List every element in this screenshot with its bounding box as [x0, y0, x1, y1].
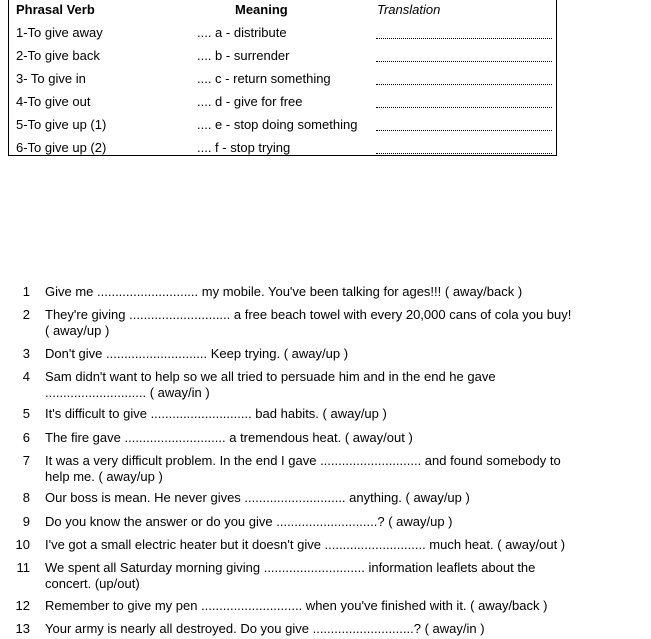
exercise-text: We spent all Saturday morning giving ............................ information leaflets about the concert. (up/out) [45, 560, 536, 591]
exercise-number: 10 [15, 537, 30, 552]
table-row [9, 24, 556, 46]
translation-blank[interactable] [376, 36, 552, 39]
exercise-text: Don't give ............................ Keep trying. ( away/up ) [45, 346, 349, 361]
exercise-number: 1 [22, 284, 30, 299]
exercise-text: Our boss is mean. He never gives ............................ anything. ( away/up ) [45, 490, 470, 505]
exercise-text: Do you know the answer or do you give ............................? ( away/up ) [45, 514, 453, 529]
verb-cell: 5-To give up (1) [16, 117, 107, 132]
table-header [9, 1, 556, 23]
exercise-number: 6 [22, 430, 30, 445]
translation-blank[interactable] [376, 59, 552, 62]
exercise-number: 13 [15, 621, 30, 636]
exercise-text: Remember to give my pen ............................ when you've finished with it. ( away/back ) [45, 598, 548, 613]
verb-cell: 3- To give in [16, 71, 86, 86]
meaning-cell: .... e - stop doing something [197, 117, 358, 132]
translation-blank[interactable] [376, 128, 552, 131]
verb-cell: 1-To give away [16, 25, 103, 40]
translation-blank[interactable] [376, 105, 552, 108]
exercise-text: I've got a small electric heater but it doesn't give ............................ much heat. ( away/out ) [45, 537, 566, 552]
header-translation: Translation [377, 2, 441, 17]
exercise-number: 12 [15, 598, 30, 613]
table-row [9, 93, 556, 115]
exercise-text: It's difficult to give ............................ bad habits. ( away/up ) [45, 406, 387, 421]
header-meaning: Meaning [235, 2, 288, 17]
translation-blank[interactable] [376, 82, 552, 85]
exercise-text: Give me ............................ my mobile. You've been talking for ages!!! ( away/back ) [45, 284, 523, 299]
verb-cell: 2-To give back [16, 48, 100, 63]
translation-blank[interactable] [376, 151, 552, 154]
exercise-number: 2 [22, 307, 30, 322]
meaning-cell: .... c - return something [197, 71, 331, 86]
meaning-cell: .... a - distribute [197, 25, 287, 40]
exercise-text: Your army is nearly all destroyed. Do you give ............................? ( away/in ) [45, 621, 485, 636]
exercise-number: 7 [22, 453, 30, 468]
exercise-number: 3 [22, 346, 30, 361]
exercise-number: 8 [22, 490, 30, 505]
verb-cell: 6-To give up (2) [16, 140, 107, 155]
exercise-number: 11 [16, 560, 30, 575]
meaning-cell: .... b - surrender [197, 48, 290, 63]
meaning-cell: .... f - stop trying [197, 140, 291, 155]
table-row [9, 70, 556, 92]
phrasal-verb-table [8, 0, 557, 156]
table-row [9, 139, 556, 161]
header-phrasal-verb: Phrasal Verb [16, 2, 95, 17]
meaning-cell: .... d - give for free [197, 94, 303, 109]
table-row [9, 47, 556, 69]
exercise-text: It was a very difficult problem. In the end I gave ............................ and found somebody to help me. ( away/up ) [45, 453, 561, 484]
exercise-number: 5 [22, 406, 30, 421]
table-row [9, 116, 556, 138]
exercise-text: The fire gave ............................ a tremendous heat. ( away/out ) [45, 430, 413, 445]
exercise-number: 9 [22, 514, 30, 529]
exercise-text: They're giving ............................ a free beach towel with every 20,000 cans of cola you buy! ( away/up ) [45, 307, 572, 338]
verb-cell: 4-To give out [16, 94, 91, 109]
exercise-number: 4 [22, 369, 30, 384]
exercise-text: Sam didn't want to help so we all tried to persuade him and in the end he gave ............................ ( away/in ) [45, 369, 496, 400]
